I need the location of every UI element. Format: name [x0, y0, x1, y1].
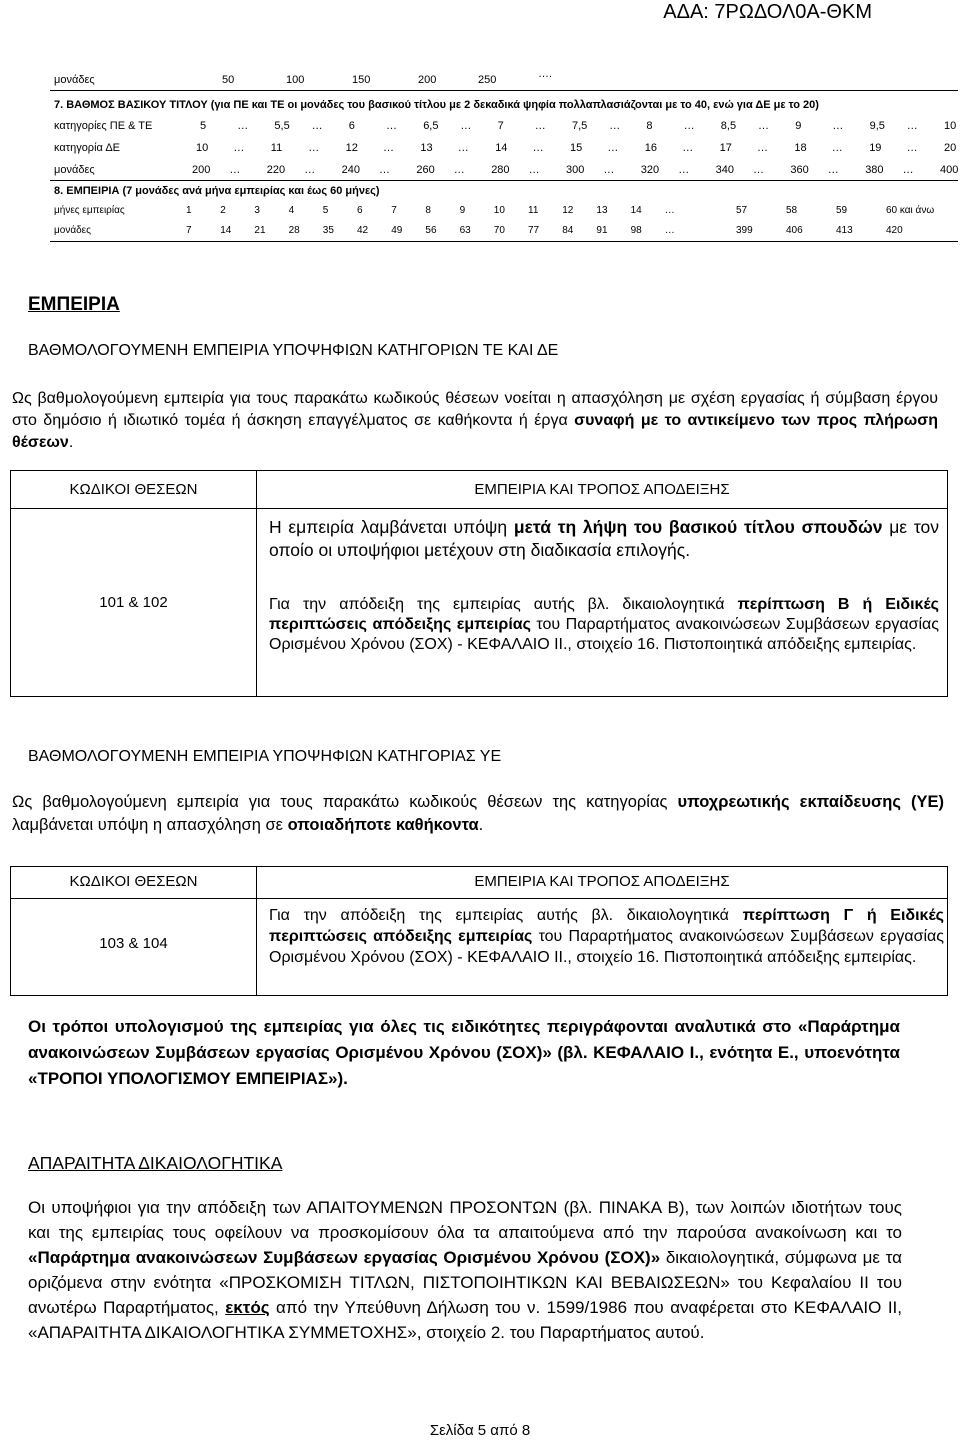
text-bold-underlined: εκτός: [225, 1298, 270, 1317]
experience-intro: [12, 388, 938, 454]
divider: [50, 241, 958, 242]
row-value: 9: [459, 205, 466, 216]
row-value: …: [827, 164, 839, 176]
experience-proof: [269, 595, 939, 655]
text-bold: «Παράρτημα ανακοινώσεων Συμβάσεων εργασίας Ορισμένου Χρόνου (ΣΟΧ)»: [28, 1248, 661, 1267]
row-value: 8: [425, 205, 431, 216]
row-value: 8,5: [720, 120, 737, 132]
text: του Παραρτήματος ανακοινώσεων Συμβάσεων εργασίας Ορισμένου Χρόνου (ΣΟΧ) - ΚΕΦΑΛΑΙΟ ΙΙ., στοιχείο 16. Πιστοποιητικά απόδειξης εμπειρίας.: [269, 928, 944, 966]
row-value: …: [308, 142, 320, 154]
row-value: 100: [286, 74, 305, 86]
header-divider: [11, 898, 947, 899]
text: Η εμπειρία λαμβάνεται υπόψη: [269, 517, 514, 537]
col-header-codes: ΚΩΔΙΚΟΙ ΘΕΣΕΩΝ: [69, 873, 198, 890]
row-value: 360: [790, 164, 809, 176]
text: δικαιολογητικά, σύμφωνα με τα οριζόμενα στην ενότητα «ΠΡΟΣΚΟΜΙΣΗ ΤΙΤΛΩΝ, ΠΙΣΤΟΠΟΙΗΤΙΚΩΝ ΚΑΙ ΒΕΒΑΙΩΣΕΩΝ» του Κεφαλαίου ΙΙ του ανωτέρω Παραρτήματος,: [28, 1248, 902, 1317]
subtitle-ye: ΒΑΘΜΟΛΟΓΟΥΜΕΝΗ ΕΜΠΕΙΡΙΑ ΥΠΟΨΗΦΙΩΝ ΚΑΤΗΓΟΡΙΑΣ ΥΕ: [28, 748, 502, 765]
row-value: 15: [570, 142, 583, 154]
text: του Παραρτήματος ανακοινώσεων Συμβάσεων εργασίας Ορισμένου Χρόνου (ΣΟΧ) - ΚΕΦΑΛΑΙΟ ΙΙ., στοιχείο 16. Πιστοποιητικά απόδειξης εμπειρίας.: [269, 616, 939, 653]
row-value: 19: [869, 142, 882, 154]
row-value: 70: [493, 225, 505, 236]
text-bold: οποιαδήποτε καθήκοντα: [287, 816, 479, 834]
position-codes: 103 & 104: [99, 935, 168, 952]
intro-text: Ως βαθμολογούμενη εμπειρία για τους παρακάτω κωδικούς θέσεων νοείται η απασχόληση με σχέση εργασίας ή σύμβαση έργου στο δημόσιο ή ιδιωτικό τομέα ή άσκηση επαγγέλματος σε καθήκοντα ή έργα: [12, 390, 938, 429]
text-bold: υποχρεωτικής εκπαίδευσης (ΥΕ): [677, 793, 944, 811]
ye-intro: [12, 791, 944, 837]
row-value: 340: [715, 164, 734, 176]
row-value: 12: [562, 205, 574, 216]
experience-condition: [269, 516, 939, 562]
text: Οι υποψήφιοι για την απόδειξη των ΑΠΑΙΤΟΥΜΕΝΩΝ ΠΡΟΣΟΝΤΩΝ (βλ. ΠΙΝΑΚΑ Β), των λοιπών ιδιοτήτων τους και της εμπειρίας τους οφείλουν να προσκομίσουν όλα τα απαιτούμενα από την παρούσα ανακοίνωση και το: [28, 1198, 902, 1242]
row-label: κατηγορία ΔΕ: [54, 142, 120, 154]
row-value: …: [379, 164, 390, 176]
row-value: …: [832, 120, 844, 132]
row-value: 420: [886, 225, 903, 236]
column-divider: [256, 471, 257, 696]
row-value: 9: [795, 120, 802, 132]
row-label: μονάδες: [54, 164, 95, 176]
row-value: 28: [288, 225, 300, 236]
row-value: 7: [497, 120, 504, 132]
row-value: …: [534, 120, 546, 132]
experience-table-te-de: [10, 470, 948, 697]
row-value: …: [528, 164, 540, 176]
row-value: 58: [786, 205, 798, 216]
row-value: …: [682, 142, 694, 154]
row-value: 6,5: [423, 120, 439, 132]
row-value: 7,5: [572, 120, 588, 132]
row-value: …: [906, 120, 918, 132]
text: λαμβάνεται υπόψη η απασχόληση σε: [12, 816, 288, 834]
header-divider: [11, 508, 947, 509]
row-value: …: [609, 120, 621, 132]
row-value: 200: [192, 164, 211, 176]
row-value: 260: [416, 164, 435, 176]
row-value: 3: [254, 205, 260, 216]
divider: [50, 90, 958, 91]
row-value: 60 και άνω: [886, 205, 935, 216]
row-value: 1: [186, 205, 192, 216]
row-value: 300: [566, 164, 585, 176]
row-value: 399: [736, 225, 753, 236]
row-value: 91: [596, 225, 608, 236]
row-value: 21: [254, 225, 266, 236]
row-value: 5: [200, 120, 207, 132]
row-value: …: [664, 225, 675, 236]
row-value: 413: [836, 225, 853, 236]
row-value: 84: [562, 225, 574, 236]
row-value: …: [229, 164, 241, 176]
row-value: …: [753, 164, 764, 176]
row-value: 4: [288, 205, 295, 216]
section-7-title: 7. ΒΑΘΜΟΣ ΒΑΣΙΚΟΥ ΤΙΤΛΟΥ (για ΠΕ και ΤΕ οι μονάδες του βασικού τίτλου με 2 δεκαδικά ψηφία πολλαπλασιάζονται με το 40, ενώ για ΔΕ με το 20): [54, 99, 819, 111]
row-value: 56: [425, 225, 437, 236]
text: με τον οποίο οι υποψήφιοι μετέχουν στη διαδικασία επιλογής.: [269, 517, 939, 560]
row-value: 11: [528, 205, 539, 216]
row-label: μονάδες: [54, 74, 95, 86]
row-value: 6: [348, 120, 355, 132]
row-value: 380: [865, 164, 884, 176]
row-value: 59: [836, 205, 848, 216]
experience-table-ye: [10, 866, 948, 996]
row-value: …: [603, 164, 615, 176]
row-value: 280: [491, 164, 510, 176]
text: Για την απόδειξη της εμπειρίας αυτής βλ. δικαιολογητικά: [269, 596, 738, 613]
row-value: ….: [538, 68, 553, 80]
row-value: …: [902, 164, 914, 176]
experience-title: ΕΜΠΕΙΡΙΑ: [28, 294, 120, 315]
row-value: 10: [493, 205, 505, 216]
row-value: 7: [186, 225, 192, 236]
row-value: …: [460, 120, 472, 132]
row-value: 14: [495, 142, 508, 154]
row-value: …: [237, 120, 249, 132]
row-value: 18: [794, 142, 807, 154]
text-bold: περίπτωση Γ ή Ειδικές περιπτώσεις απόδειξης εμπειρίας: [269, 907, 945, 945]
row-value: …: [831, 142, 843, 154]
row-label: μονάδες: [54, 225, 91, 236]
row-value: 50: [222, 74, 235, 86]
row-value: …: [607, 142, 619, 154]
row-value: …: [664, 205, 675, 216]
text: Για την απόδειξη της εμπειρίας αυτής βλ. δικαιολογητικά: [269, 907, 743, 924]
row-value: …: [386, 120, 397, 132]
row-value: 406: [786, 225, 803, 236]
row-value: 2: [220, 205, 226, 216]
row-value: 400: [940, 164, 959, 176]
row-value: 14: [220, 225, 232, 236]
divider: [50, 180, 958, 181]
text-bold: περίπτωση Β ή Ειδικές περιπτώσεις απόδειξης εμπειρίας: [269, 596, 939, 633]
row-value: 150: [352, 74, 371, 86]
row-value: 57: [736, 205, 748, 216]
documents-title: ΑΠΑΡΑΙΤΗΤΑ ΔΙΚΑΙΟΛΟΓΗΤΙΚΑ: [28, 1153, 283, 1173]
row-value: 77: [528, 225, 540, 236]
row-value: 12: [345, 142, 358, 154]
row-value: …: [532, 142, 544, 154]
row-value: …: [678, 164, 690, 176]
col-header-codes: ΚΩΔΙΚΟΙ ΘΕΣΕΩΝ: [69, 481, 198, 498]
col-header-experience: ΕΜΠΕΙΡΙΑ ΚΑΙ ΤΡΟΠΟΣ ΑΠΟΔΕΙΞΗΣ: [474, 873, 730, 890]
intro-end: .: [68, 434, 74, 451]
text: .: [478, 816, 484, 834]
position-codes: 101 & 102: [99, 594, 168, 611]
ada-code: ΑΔΑ: 7ΡΩΔΟΛ0Α-ΘΚΜ: [663, 1, 872, 23]
row-value: …: [683, 120, 695, 132]
row-value: 10: [196, 142, 209, 154]
row-value: 17: [719, 142, 732, 154]
row-value: 200: [418, 74, 437, 86]
subtitle-te-de: ΒΑΘΜΟΛΟΓΟΥΜΕΝΗ ΕΜΠΕΙΡΙΑ ΥΠΟΨΗΦΙΩΝ ΚΑΤΗΓΟΡΙΩΝ ΤΕ ΚΑΙ ΔΕ: [28, 342, 559, 359]
row-value: 63: [459, 225, 471, 236]
text: Ως βαθμολογούμενη εμπειρία για τους παρακάτω κωδικούς θέσεων της κατηγορίας: [12, 793, 678, 811]
row-value: 5: [322, 205, 329, 216]
row-value: 16: [644, 142, 658, 154]
row-value: …: [758, 120, 769, 132]
row-value: 13: [596, 205, 608, 216]
row-value: 240: [341, 164, 360, 176]
row-value: 320: [640, 164, 660, 176]
row-value: 10: [944, 120, 957, 132]
text-bold: μετά τη λήψη του βασικού τίτλου σπουδών: [513, 517, 883, 537]
row-value: 42: [357, 225, 369, 236]
row-value: 8: [646, 120, 653, 132]
calculation-note: Οι τρόποι υπολογισμού της εμπειρίας για όλες τις ειδικότητες περιγράφονται αναλυτικά στο «Παράρτημα ανακοινώσεων Συμβάσεων εργασίας Ορισμένου Χρόνου (ΣΟΧ)» (βλ. ΚΕΦΑΛΑΙΟ Ι., ενότητα Ε., υποενότητα «ΤΡΟΠΟΙ ΥΠΟΛΟΓΙΣΜΟΥ ΕΜΠΕΙΡΙΑΣ»).: [28, 1017, 900, 1088]
row-value: …: [233, 142, 245, 154]
row-value: …: [383, 142, 394, 154]
col-header-experience: ΕΜΠΕΙΡΙΑ ΚΑΙ ΤΡΟΠΟΣ ΑΠΟΔΕΙΞΗΣ: [474, 481, 730, 498]
row-value: 49: [391, 225, 403, 236]
row-value: 9,5: [869, 120, 885, 132]
section-8-title: 8. ΕΜΠΕΙΡΙΑ (7 μονάδες ανά μήνα εμπειρίας και έως 60 μήνες): [54, 185, 380, 197]
documents-paragraph: [28, 1195, 902, 1345]
row-value: …: [457, 142, 469, 154]
row-value: …: [453, 164, 465, 176]
row-value: 220: [266, 164, 286, 176]
row-value: 20: [944, 142, 957, 154]
row-value: 98: [630, 225, 642, 236]
experience-proof: [269, 905, 944, 968]
page-number: Σελίδα 5 από 8: [429, 1422, 531, 1439]
row-value: 13: [420, 142, 433, 154]
text: από την Υπεύθυνη Δήλωση του ν. 1599/1986 που αναφέρεται στο ΚΕΦΑΛΑΙΟ ΙΙ, «ΑΠΑΡΑΙΤΗΤΑ ΔΙΚΑΙΟΛΟΓΗΤΙΚΑ ΣΥΜΜΕΤΟΧΗΣ», στοιχείο 2. του Παραρτήματος αυτού.: [28, 1298, 903, 1342]
intro-bold: συναφή με το αντικείμενο των προς πλήρωση θέσεων: [12, 412, 938, 451]
row-value: 35: [322, 225, 334, 236]
row-value: 11: [270, 142, 283, 154]
row-label: μήνες εμπειρίας: [54, 205, 125, 216]
row-value: 5,5: [274, 120, 290, 132]
row-value: 6: [357, 205, 363, 216]
row-label: κατηγορίες ΠΕ & ΤΕ: [54, 120, 153, 132]
row-value: 250: [478, 74, 497, 86]
row-value: 7: [391, 205, 397, 216]
row-value: …: [757, 142, 768, 154]
row-value: …: [304, 164, 316, 176]
row-value: 14: [630, 205, 642, 216]
row-value: …: [311, 120, 323, 132]
row-value: …: [906, 142, 918, 154]
